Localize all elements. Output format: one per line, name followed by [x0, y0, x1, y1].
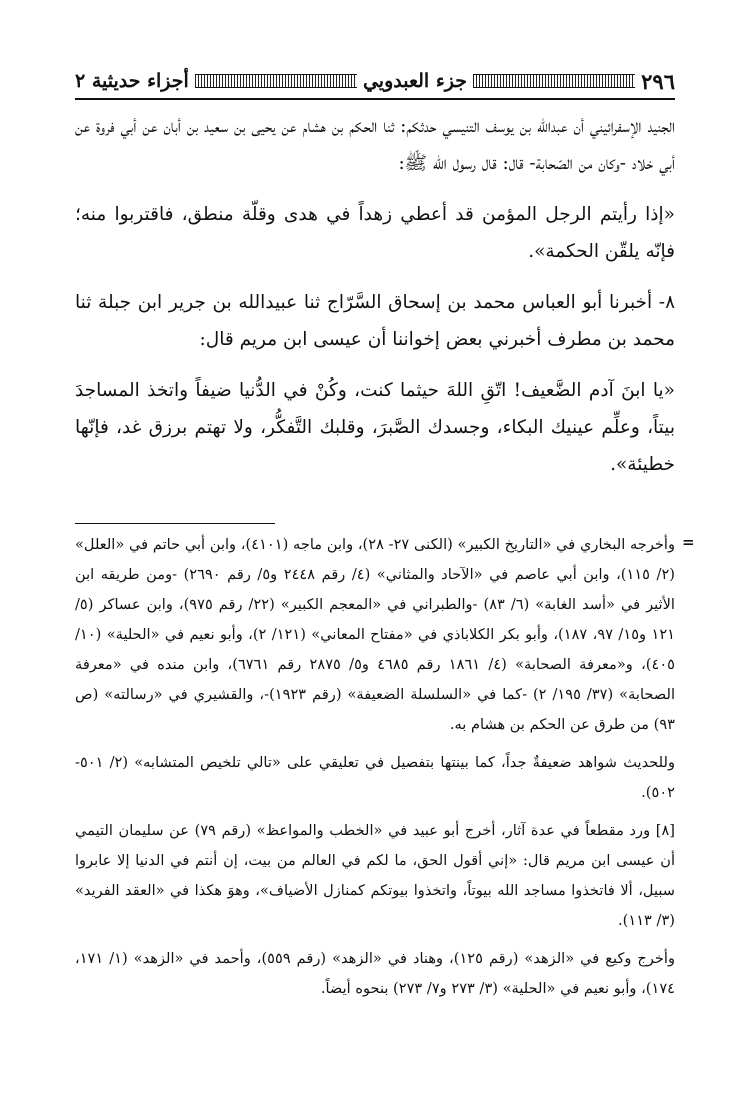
- header-ornament-right: [473, 74, 635, 88]
- footnote-continuation-mark: =: [682, 533, 695, 551]
- main-text: [75, 108, 675, 483]
- header-ornament-left: [195, 74, 357, 88]
- footnote-separator: [75, 523, 275, 524]
- running-header: [75, 64, 675, 98]
- isnad-paragraph: الجنيد الإسفرائيني أن عبدالله بن يوسف التنيسي حدثكم: ثنا الحكم بن هشام عن يحيى بن سعيد بن أبان عن أبي فروة عن أبي خلاد -وكان من الصّحابة- قال: قال رسول الله ﷺ:: [75, 116, 675, 174]
- report-8-text: «يا ابنَ آدم الضَّعيف! اتّقِ اللهَ حيثما كنت، وكُنْ في الدُّنيا ضيفاً واتخذ المساجدَ بيتاً، وعلِّم عينيك البكاء، وجسدك الصَّبرَ، وقلبك التَّفكُّر، ولا تهتم برزق غد، فإنّها خطيئة».: [75, 380, 675, 475]
- footnote-paragraph: وللحديث شواهد ضعيفةٌ جداً، كما بينتها بتفصيل في تعليقي على «تالي تلخيص المتشابه» (٢/ ٥٠١- ٥٠٢).: [75, 754, 675, 801]
- series-title: أجزاء حديثية ٢: [74, 70, 189, 92]
- header-rule: [75, 98, 675, 100]
- footnotes: [75, 530, 675, 1004]
- footnote-paragraph: [٨] ورد مقطعاً في عدة آثار، أخرج أبو عبيد في «الخطب والمواعظ» (رقم ٧٩) عن سليمان التيمي أن عيسى ابن مريم قال: «إني أقول الحق، ما لكم في العالم من بيت، إن أنتم في الدنيا إلا عابروا سبيل، ألا فاتخذوا مساجد الله بيوتاً، واتخذوا بيوتكم كمنازل الأضياف»، وهوَ هكذا في «العقد الفريد» (٣/ ١١٣).: [75, 822, 675, 929]
- book-title: جزء العبدويي: [362, 70, 467, 92]
- page-number: ٢٩٦: [641, 68, 675, 94]
- report-8-isnad: ٨- أخبرنا أبو العباس محمد بن إسحاق السَّرّاج ثنا عبيدالله بن جرير ابن جبلة ثنا محمد بن مطرف أخبرني بعض إخواننا أن عيسى ابن مريم قال:: [75, 292, 675, 350]
- footnote-paragraph: وأخرج وكيع في «الزهد» (رقم ١٢٥)، وهناد في «الزهد» (رقم ٥٥٩)، وأحمد في «الزهد» (١/ ١٧١، ١٧٤)، وأبو نعيم في «الحلية» (٣/ ٢٧٣ و٧/ ٢٧٣) بنحوه أيضاً.: [75, 950, 676, 997]
- hadith-text: «إذا رأيتم الرجل المؤمن قد أعطي زهداً في هدى وقلّة منطق، فاقتربوا منه؛ فإنّه يلقّن الحكمة».: [75, 204, 675, 262]
- footnote-paragraph: وأخرجه البخاري في «التاريخ الكبير» (الكنى ٢٧- ٢٨)، وابن ماجه (٤١٠١)، وابن أبي حاتم في «العلل» (٢/ ١١٥)، وابن أبي عاصم في «الآحاد والمثاني» (٤/ رقم ٢٤٤٨ و٥/ رقم ٢٦٩٠) -ومن طريقه ابن الأثير في «أسد الغابة» (٦/ ٨٣) -والطبراني في «المعجم الكبير» (٢٢/ رقم ٩٧٥)، وابن عساكر (٥/ ١٢١ و١٥/ ٩٧، ١٨٧)، وأبو بكر الكلاباذي في «مفتاح المعاني» (١٢١/ ٢)، وأبو نعيم في «الحلية» (١٠/ ٤٠٥)، و«معرفة الصحابة» (٤/ ١٨٦١ رقم ٤٦٨٥ و٥/ ٢٨٧٥ رقم ٦٧٦١)، وابن منده في «معرفة الصحابة» (٣٧/ ١٩٥/ ٢) -كما في «السلسلة الضعيفة» (رقم ١٩٢٣)-، والقشيري في «رسالته» (ص ٩٣) من طرق عن الحكم بن هشام به.: [75, 536, 676, 733]
